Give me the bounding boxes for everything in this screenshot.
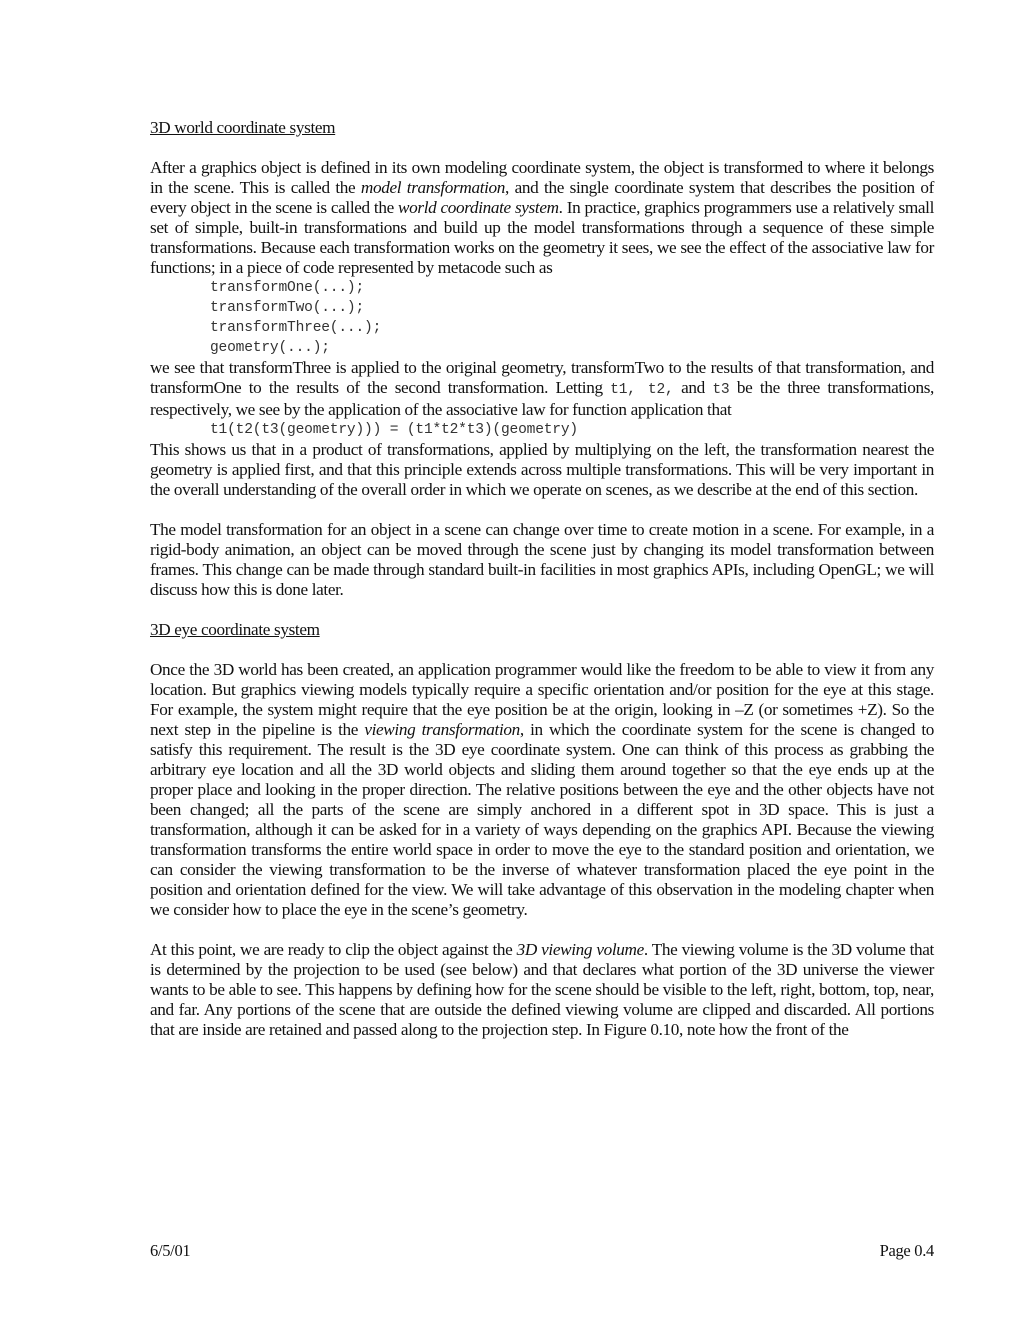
- text: , and the single coordinate system that describes the position of every object in the scene is called the: [150, 178, 934, 217]
- code-line: transformTwo(...);: [210, 300, 365, 316]
- paragraph-eye-intro: [150, 660, 934, 920]
- term-viewing-transformation: viewing transformation: [364, 720, 520, 739]
- paragraph-eye-clipping: [150, 940, 934, 1040]
- inline-code: t3: [712, 382, 730, 398]
- paragraph-world-intro: [150, 158, 934, 278]
- text: and: [673, 378, 713, 397]
- code-line: transformOne(...);: [210, 280, 365, 296]
- text: we see that transformThree is applied to the original geometry, transformTwo to the results of that transformation, and transformOne to the results of the second transformation. Letting: [150, 358, 934, 397]
- paragraph-world-product: This shows us that in a product of transformations, applied by multiplying on the left, the transformation nearest the geometry is applied first, and that this principle extends across multiple transformations. This will be very important in the overall understanding of the overall order in which we operate on scenes, as we describe at the end of this section.: [150, 440, 934, 499]
- equation: t1(t2(t3(geometry))) = (t1*t2*t3)(geometry): [210, 422, 578, 438]
- code-line: transformThree(...);: [210, 320, 382, 336]
- text: . The viewing volume is the 3D volume that is determined by the projection to be used (see below) and that declares what portion of the 3D universe the viewer wants to be able to see. This happens by defining how for the scene should be visible to the left, right, bottom, top, near, and far. Any portions of the scene that are outside the defined viewing volume are clipped and discarded. All portions that are inside are retained and passed along to the projection step. In Figure 0.10, note how the front of the: [150, 940, 934, 1039]
- code-line: geometry(...);: [210, 340, 330, 356]
- text: At this point, we are ready to clip the object against the: [150, 940, 517, 959]
- page-footer: [150, 1241, 934, 1261]
- document-page: [150, 118, 934, 1040]
- inline-code: t1, t2,: [610, 382, 674, 398]
- text: After a graphics object is defined in its own modeling coordinate system, the object is transformed to where it belongs in the scene. This is called the: [150, 158, 934, 197]
- paragraph-world-motion: The model transformation for an object in a scene can change over time to create motion in a scene. For example, in a rigid-body animation, an object can be moved through the scene just by changing its model transformation between frames. This change can be made through standard built-in facilities in most graphics APIs, including OpenGL; we will discuss how this is done later.: [150, 520, 934, 599]
- paragraph-world-order: [150, 358, 934, 420]
- text: Once the 3D world has been created, an application programmer would like the freedom to be able to view it from any location. But graphics viewing models typically require a specific orientation and/or position for the eye at this stage. For example, the system might require that the eye position be at the origin, looking in –Z (or sometimes +Z). So the next step in the pipeline is the: [150, 660, 934, 739]
- term-3d-viewing-volume: 3D viewing volume: [516, 940, 644, 959]
- text: be the three transformations, respectively, we see by the application of the associative law for function application that: [150, 378, 934, 419]
- text: , in which the coordinate system for the scene is changed to satisfy this requirement. The result is the 3D eye coordinate system. One can think of this process as grabbing the arbitrary eye location and all the 3D world objects and sliding them around together so that the eye ends up at the proper place and looking in the proper direction. The relative positions between the eye and the other objects have not been changed; all the parts of the scene are simply anchored in a different spot in 3D space. This is just a transformation, although it can be asked for in a variety of ways depending on the graphics API. Because the viewing transformation transforms the entire world space in order to move the eye to the standard position and orientation, we can consider the viewing transformation to be the inverse of whatever transformation placed the eye point in the position and orientation defined for the view. We will take advantage of this observation in the modeling chapter when we consider how to place the eye in the scene’s geometry.: [150, 720, 935, 919]
- term-world-coordinate-system: world coordinate system: [398, 198, 559, 217]
- term-model-transformation: model transformation: [360, 178, 506, 197]
- footer-page-number: Page 0.4: [879, 1241, 934, 1260]
- text: . In practice, graphics programmers use a relatively small set of simple, built-in transformations and build up the model transformations through a sequence of these simple transformations. Because each transformation works on the geometry it sees, we see the effect of the associative law for functions; in a piece of code represented by metacode such as: [150, 198, 935, 277]
- footer-date: 6/5/01: [150, 1241, 191, 1260]
- section-heading-eye: 3D eye coordinate system: [150, 620, 320, 639]
- section-heading-world: 3D world coordinate system: [150, 118, 336, 137]
